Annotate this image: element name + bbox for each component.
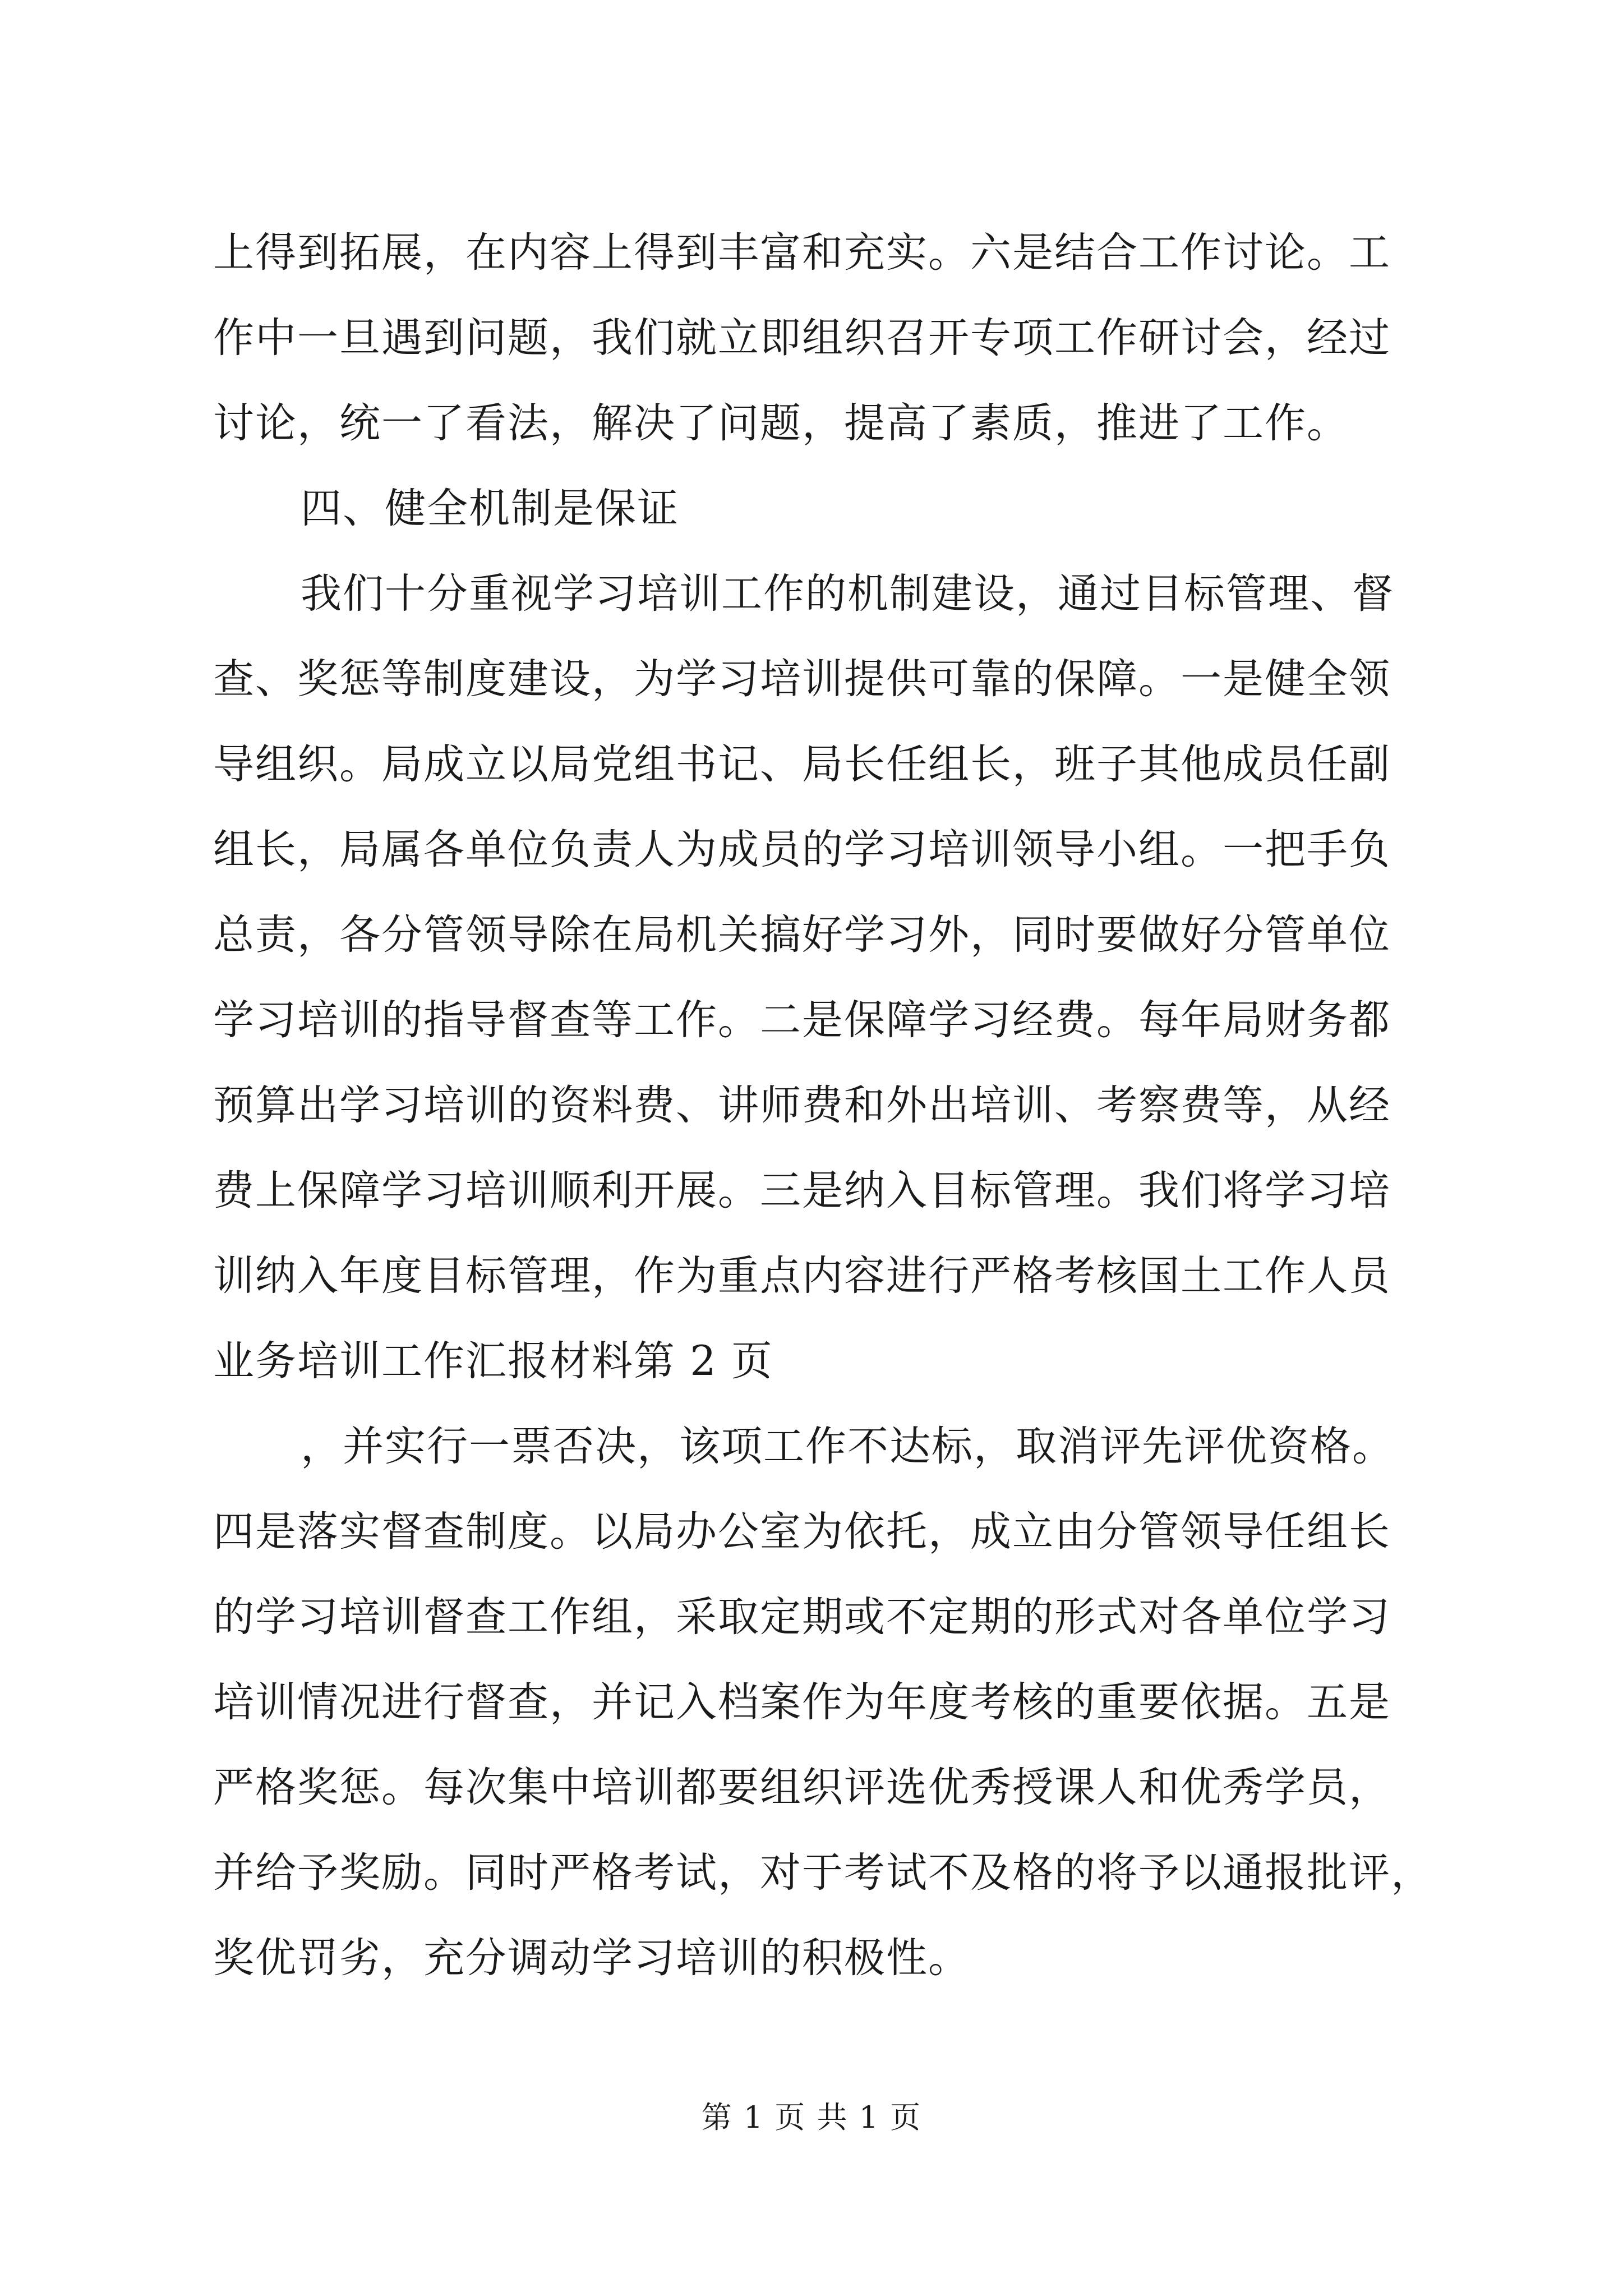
text-line-11: 预算出学习培训的资料费、讲师费和外出培训、考察费等，从经 bbox=[213, 1082, 1391, 1129]
text-line-18: 培训情况进行督查，并记入档案作为年度考核的重要依据。五是 bbox=[213, 1678, 1391, 1726]
text-line-5: 我们十分重视学习培训工作的机制建设，通过目标管理、督 bbox=[301, 570, 1394, 618]
text-line-14: 业务培训工作汇报材料第 2 页 bbox=[213, 1337, 773, 1385]
document-body bbox=[213, 210, 1433, 2001]
text-line-3: 讨论，统一了看法，解决了问题，提高了素质，推进了工作。 bbox=[213, 399, 1349, 447]
text-line-19: 严格奖惩。每次集中培训都要组织评选优秀授课人和优秀学员， bbox=[213, 1764, 1391, 1811]
text-line-15: ，并实行一票否决，该项工作不达标，取消评先评优资格。 bbox=[301, 1423, 1394, 1470]
text-line-1: 上得到拓展，在内容上得到丰富和充实。六是结合工作讨论。工 bbox=[213, 229, 1391, 277]
text-line-7: 导组织。局成立以局党组书记、局长任组长，班子其他成员任副 bbox=[213, 740, 1391, 788]
text-line-10: 学习培训的指导督查等工作。二是保障学习经费。每年局财务都 bbox=[213, 996, 1391, 1044]
page-number: 第 1 页 共 1 页 bbox=[701, 2100, 922, 2135]
text-line-17: 的学习培训督查工作组，采取定期或不定期的形式对各单位学习 bbox=[213, 1593, 1391, 1641]
text-line-9: 总责，各分管领导除在局机关搞好学习外，同时要做好分管单位 bbox=[213, 911, 1391, 959]
text-line-16: 四是落实督查制度。以局办公室为依托，成立由分管领导任组长 bbox=[213, 1508, 1391, 1556]
text-line-12: 费上保障学习培训顺利开展。三是纳入目标管理。我们将学习培 bbox=[213, 1167, 1391, 1214]
text-line-8: 组长，局属各单位负责人为成员的学习培训领导小组。一把手负 bbox=[213, 826, 1391, 873]
text-line-20: 并给予奖励。同时严格考试，对于考试不及格的将予以通报批评， bbox=[213, 1849, 1433, 1897]
text-line-13: 训纳入年度目标管理，作为重点内容进行严格考核国土工作人员 bbox=[213, 1252, 1391, 1300]
page-footer bbox=[0, 2098, 1623, 2137]
section-heading: 四、健全机制是保证 bbox=[301, 485, 679, 532]
text-line-2: 作中一旦遇到问题，我们就立即组织召开专项工作研讨会，经过 bbox=[213, 314, 1391, 362]
text-line-21: 奖优罚劣，充分调动学习培训的积极性。 bbox=[213, 1934, 970, 1982]
text-line-6: 查、奖惩等制度建设，为学习培训提供可靠的保障。一是健全领 bbox=[213, 655, 1391, 703]
